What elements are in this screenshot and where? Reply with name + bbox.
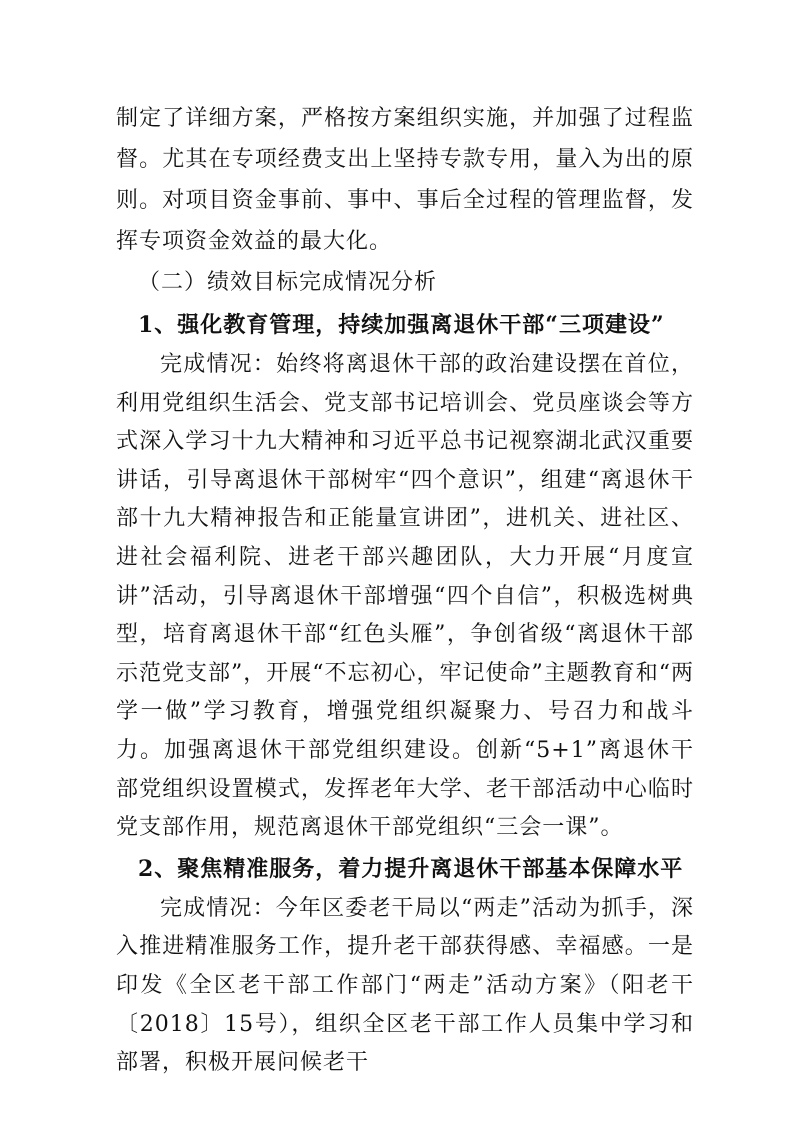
item2-heading: 2、聚焦精准服务，着力提升离退休干部基本保障水平 bbox=[138, 855, 684, 882]
section-title: （二）绩效目标完成情况分析 bbox=[138, 270, 438, 295]
item1-heading: 1、强化教育管理，持续加强离退休干部“三项建设” bbox=[138, 312, 665, 338]
item1-body: 完成情况：始终将离退休干部的政治建设摆在首位，利用党组织生活会、党支部书记培训会、党员座谈会等方式深入学习十九大精神和习近平总书记视察湖北武汉重要讲话，引导离退休干部树牢“四个意识”，组建“离退休干部十九大精神报告和正能量宣讲团”，进机关、进社区、进社会福利院、进老干部兴趣团队，大力开展“月度宣讲”活动，引导离退休干部增强“四个自信”，积极选树典型，培育离退休干部“红色头雁”，争创省级“离退休干部示范党支部”，开展“不忘初心，牢记使命”主题教育和“两学一做”学习教育，增强党组织凝聚力、号召力和战斗力。加强离退休干部党组织建设。创新“5+1”离退休干部党组织设置模式，发挥老年大学、老干部活动中心临时党支部作用，规范离退休干部党组织“三会一课”。 bbox=[116, 352, 694, 841]
item2-body: 完成情况：今年区委老干局以“两走”活动为抓手，深入推进精准服务工作，提升老干部获得感、幸福感。一是印发《全区老干部工作部门“两走”活动方案》（阳老干〔2018〕15号），组织全区老干部工作人员集中学习和部署，积极开展问候老干 bbox=[116, 895, 694, 1076]
continuation-paragraph: 制定了详细方案，严格按方案组织实施，并加强了过程监督。尤其在专项经费支出上坚持专款专用，量入为出的原则。对项目资金事前、事中、事后全过程的管理监督，发挥专项资金效益的最大化。 bbox=[116, 106, 694, 254]
